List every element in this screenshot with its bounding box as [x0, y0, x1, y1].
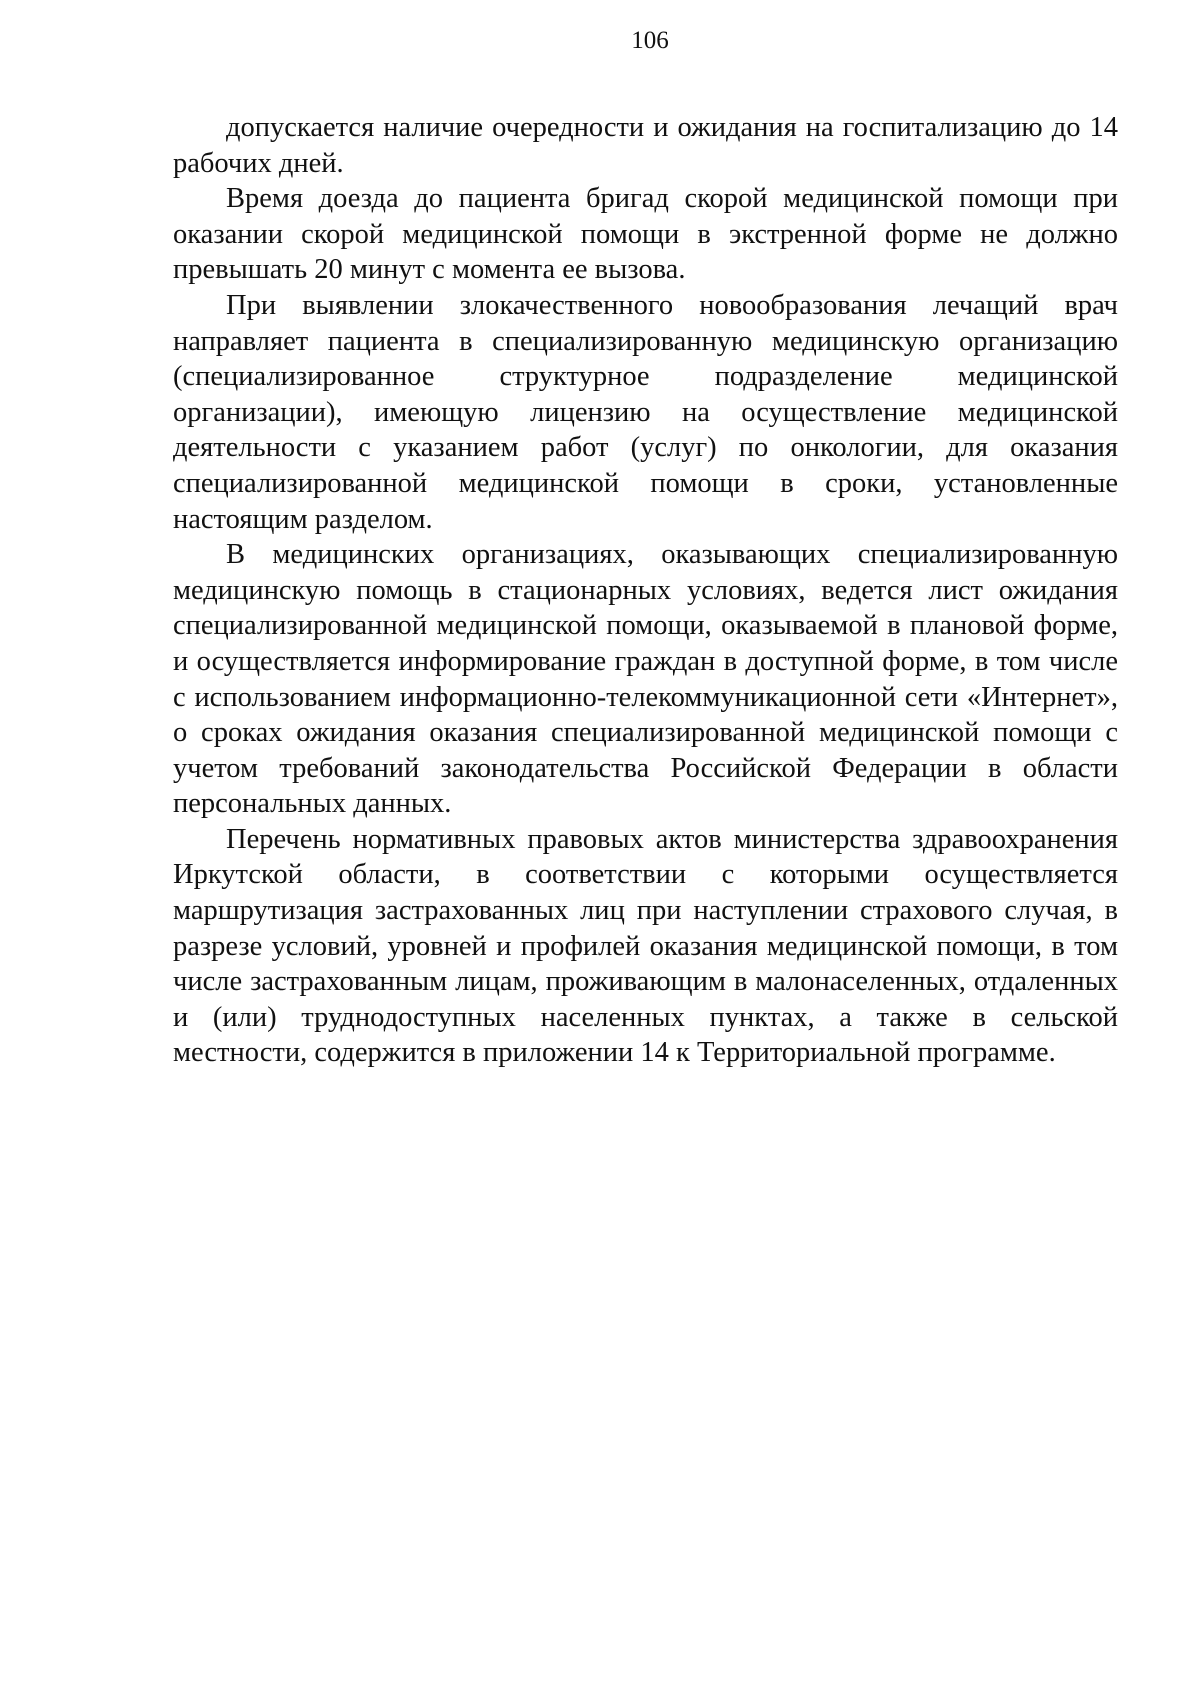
paragraph-oncology-referral: При выявлении злокачественного новообразования лечащий врач направляет пациента в специализированную медицинскую организацию (специализированное структурное подразделение медицинской организации), имеющую лицензию на осуществление медицинской деятельности с указанием работ (услуг) по онкологии, для оказания специализированной медицинской помощи в сроки, установленные настоящим разделом. — [173, 289, 1118, 535]
paragraph-routing-acts: Перечень нормативных правовых актов министерства здравоохранения Иркутской области, в соответствии с которыми осуществляется маршрутизация застрахованных лиц при наступлении страхового случая, в разрезе условий, уровней и профилей оказания медицинской помощи, в том числе застрахованным лицам, проживающим в малонаселенных, отдаленных и (или) труднодоступных населенных пунктах, а также в сельской местности, содержится в приложении 14 к Территориальной программе. — [173, 823, 1118, 1069]
paragraph-ambulance-arrival: Время доезда до пациента бригад скорой медицинской помощи при оказании скорой медицинской помощи в экстренной форме не должно превышать 20 минут с момента ее вызова. — [173, 183, 1118, 286]
paragraph-hospitalization-wait: допускается наличие очередности и ожидания на госпитализацию до 14 рабочих дней. — [173, 112, 1118, 179]
document-body — [173, 110, 1118, 1071]
paragraph-waiting-list: В медицинских организациях, оказывающих специализированную медицинскую помощь в стационарных условиях, ведется лист ожидания специализированной медицинской помощи, оказываемой в плановой форме, и осуществляется информирование граждан в доступной форме, в том числе с использованием информационно-телекоммуникационной сети «Интернет», о сроках ожидания оказания специализированной медицинской помощи с учетом требований законодательства Российской Федерации в области персональных данных. — [173, 539, 1118, 820]
page-number: 106 — [631, 27, 669, 54]
